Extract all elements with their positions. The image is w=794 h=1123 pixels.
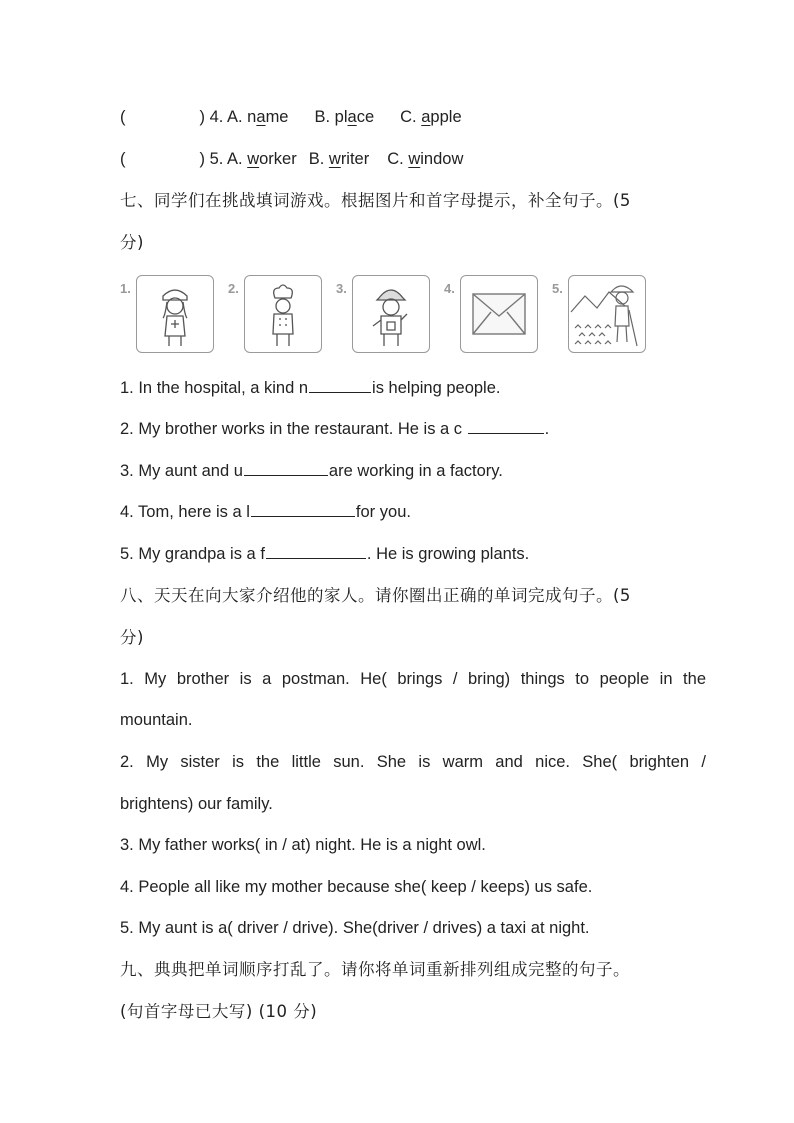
q7-picture-row — [120, 275, 650, 353]
q7-sentence-2: 2. My brother works in the restaurant. He is a c . — [120, 420, 550, 438]
q8-title: 八、天天在向大家介绍他的家人。请你圈出正确的单词完成句子。(5 — [120, 586, 631, 605]
q8-sentence-4: 4. People all like my mother because she( keep / keeps) us safe. — [120, 878, 593, 896]
worker-icon — [352, 275, 430, 353]
q9-title-cont: (句首字母已大写) (10 分) — [120, 1002, 318, 1021]
q7-sentence-5: 5. My grandpa is a f . He is growing plants. — [120, 545, 530, 563]
cook-icon — [244, 275, 322, 353]
q8-sentence-3: 3. My father works( in / at) night. He is a night owl. — [120, 836, 486, 854]
picture-number: 3. — [336, 281, 347, 296]
answer-paren-open[interactable]: ( — [120, 108, 126, 126]
nurse-icon — [136, 275, 214, 353]
picture-number: 4. — [444, 281, 455, 296]
q8-title-cont: 分) — [120, 628, 144, 647]
q8-sentence-5: 5. My aunt is a( driver / drive). She(driver / drives) a taxi at night. — [120, 919, 590, 937]
farmer-icon — [568, 275, 646, 353]
picture-number: 5. — [552, 281, 563, 296]
q8-sentence-1-cont: mountain. — [120, 711, 193, 729]
q8-sentence-2-cont: brightens) our family. — [120, 795, 273, 813]
answer-paren-open[interactable]: ( — [120, 150, 126, 168]
fill-blank[interactable] — [309, 377, 371, 393]
q8-sentence-1: 1. My brother is a postman. He( brings / bring) things to people in the — [120, 670, 706, 688]
picture-number: 1. — [120, 281, 131, 296]
q7-sentence-4: 4. Tom, here is a l for you. — [120, 503, 411, 521]
q7-sentence-1: 1. In the hospital, a kind n is helping people. — [120, 379, 501, 397]
q7-title-cont: 分) — [120, 233, 144, 252]
fill-blank[interactable] — [266, 543, 366, 559]
fill-blank[interactable] — [244, 460, 328, 476]
q8-sentence-2: 2. My sister is the little sun. She is warm and nice. She( brighten / — [120, 753, 706, 771]
q6-item-4: ( ) 4. A. name B. place C. apple — [120, 108, 462, 126]
q7-sentence-3: 3. My aunt and u are working in a factory. — [120, 462, 503, 480]
q9-title: 九、典典把单词顺序打乱了。请你将单词重新排列组成完整的句子。 — [120, 960, 630, 979]
q7-title: 七、同学们在挑战填词游戏。根据图片和首字母提示，补全句子。(5 — [120, 191, 631, 210]
letter-icon — [460, 275, 538, 353]
picture-number: 2. — [228, 281, 239, 296]
q6-item-5: ( ) 5. A. worker B. writer C. window — [120, 150, 464, 168]
fill-blank[interactable] — [468, 418, 544, 434]
fill-blank[interactable] — [251, 501, 355, 517]
